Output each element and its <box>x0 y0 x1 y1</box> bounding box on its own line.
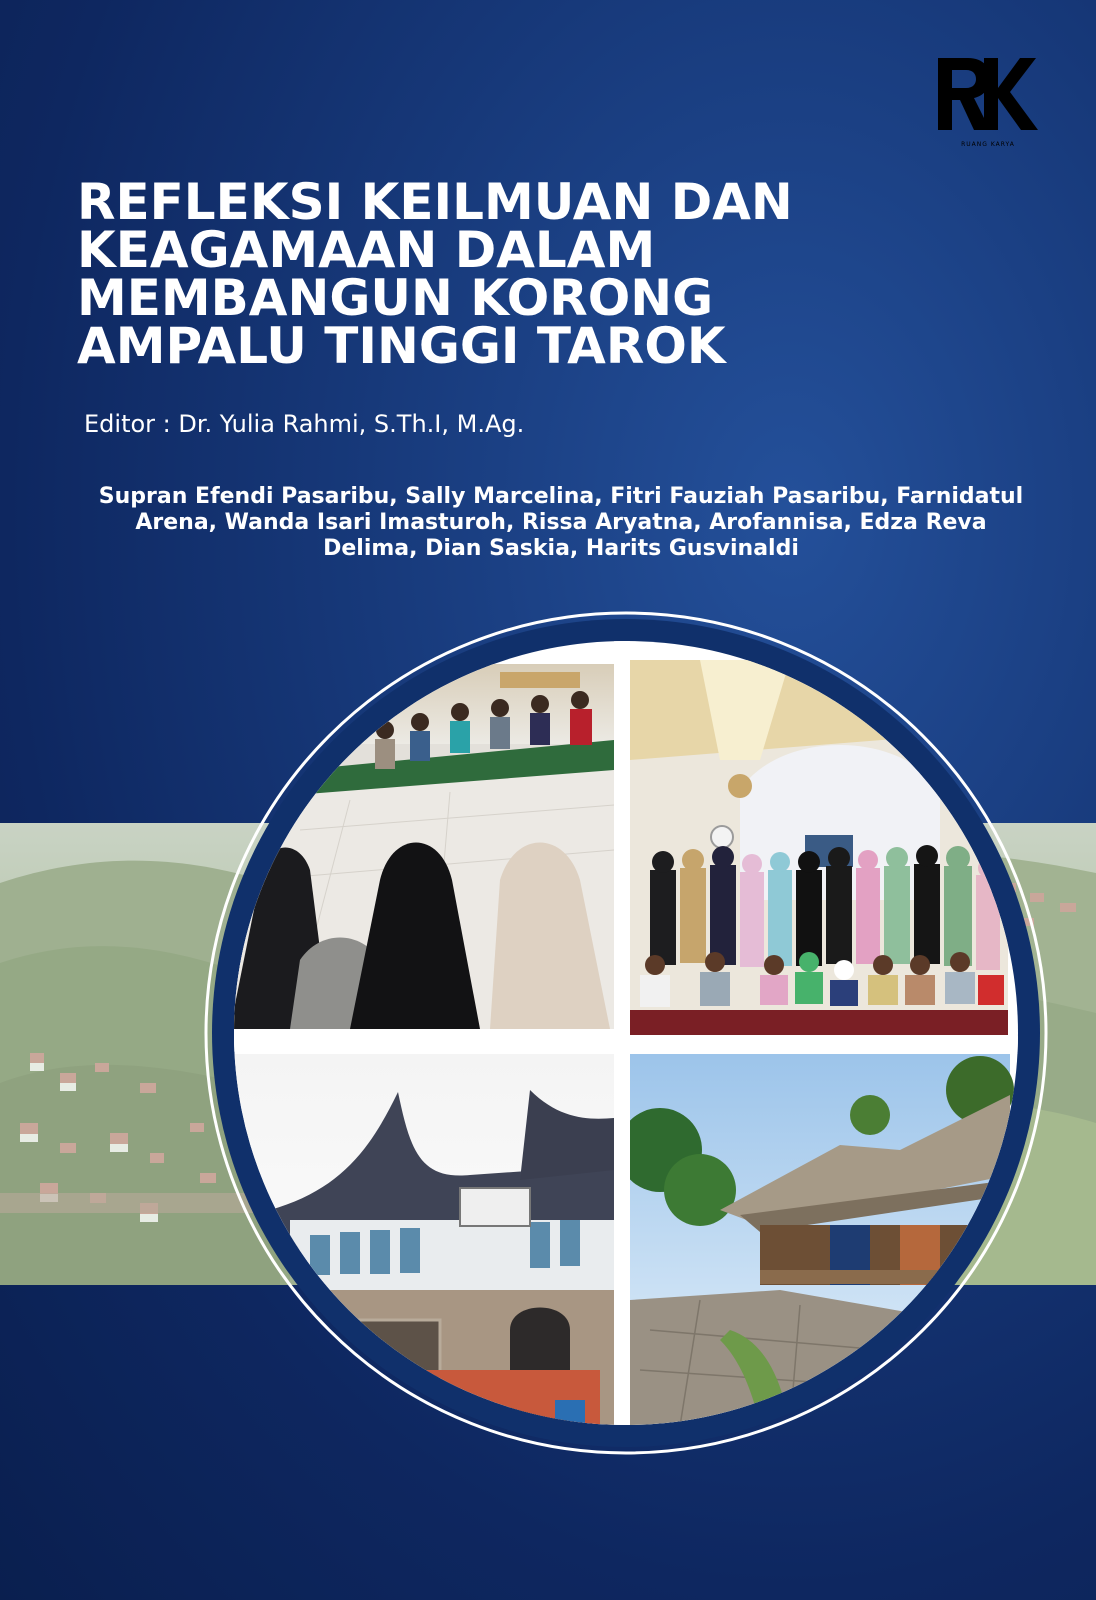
editor-credit: Editor : Dr. Yulia Rahmi, S.Th.I, M.Ag. <box>84 410 525 438</box>
title-line: KEAGAMAAN DALAM <box>77 221 656 279</box>
author-line: Delima, Dian Saskia, Harits Gusvinaldi <box>323 536 799 561</box>
mosque-group-photo <box>630 660 1008 1035</box>
title-line: MEMBANGUN KORONG <box>77 269 714 327</box>
author-line: Arena, Wanda Isari Imasturoh, Rissa Aryatna, Arofannisa, Edza Reva <box>135 510 987 535</box>
title-line: AMPALU TINGGI TAROK <box>77 317 726 375</box>
seated-group-photo <box>230 664 614 1029</box>
logo-tagline: RUANG KARYA <box>961 141 1015 148</box>
title-line: REFLEKSI KEILMUAN DAN <box>77 173 793 231</box>
village-houses-photo <box>618 1053 1014 1426</box>
author-line: Supran Efendi Pasaribu, Sally Marcelina, Fitri Fauziah Pasaribu, Farnidatul <box>98 484 1024 509</box>
